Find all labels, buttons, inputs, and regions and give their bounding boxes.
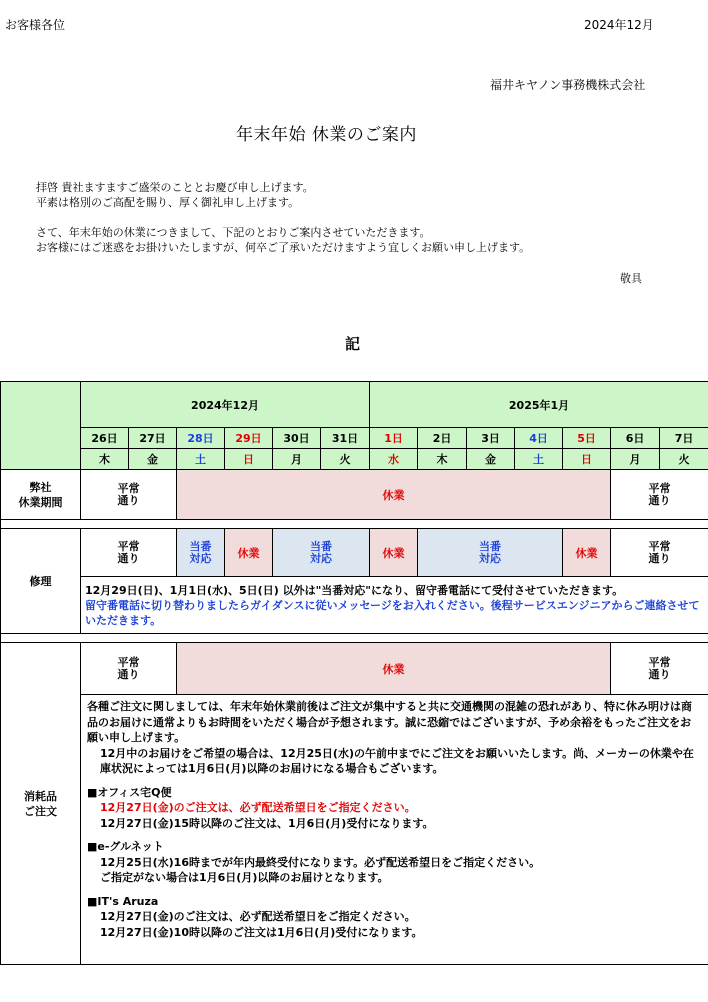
section-line: 12月27日(金)10時以降のご注文は1月6日(月)受付になります。 [100,925,423,939]
ki-heading: 記 [345,335,361,353]
date-cell: 7日 [660,428,708,449]
supplies-intro: 各種ご注文に関しましては、年末年始休業前後はご注文が集中すると共に交通機関の混雑の恐れがあり、特に休み明けは商品のお届けに通常よりもお時間をいただく場合が予想されます。誠に恐縮ではございますが、予め余裕をもったご注文をお願い申し上げます。 [87,700,692,744]
normal-label-2: 通り [648,551,671,565]
section-heading-takyu: ■オフィス宅Q便 [87,785,172,799]
schedule-table-wrapper [0,381,708,965]
month-row [1,382,708,428]
section-heading-aruza: ■IT's Aruza [87,894,159,908]
weekday-cell: 水 [370,449,418,470]
date-cell: 27日 [129,428,177,449]
supplies-schedule-row [1,643,708,695]
normal-label-1: 平常 [648,539,671,553]
weekday-row [1,449,708,470]
closed-cell: 休業 [177,643,611,695]
month-jan: 2025年1月 [370,382,708,428]
greeting-line-3: さて、年末年始の休業につきまして、下記のとおりご案内させていただきます。 [36,226,431,239]
normal-cell [611,470,708,520]
duty-label-2: 対応 [310,551,333,565]
date-row [1,428,708,449]
duty-label-1: 当番 [479,539,502,553]
normal-cell [611,643,708,695]
date-cell: 30日 [273,428,321,449]
normal-label-2: 通り [648,493,671,507]
normal-label-1: 平常 [117,539,140,553]
spacer-row [1,634,708,643]
normal-label-2: 通り [117,667,140,681]
closed-cell: 休業 [177,470,611,520]
repair-note-row [1,577,708,634]
date-cell: 1日 [370,428,418,449]
weekday-cell: 月 [273,449,321,470]
month-dec: 2024年12月 [81,382,370,428]
date-cell: 2日 [418,428,467,449]
weekday-cell: 土 [515,449,563,470]
office-closure-row [1,470,708,520]
normal-label-1: 平常 [648,655,671,669]
weekday-cell: 土 [177,449,225,470]
document-date: 2024年12月 [584,18,654,32]
spacer [1,634,708,643]
normal-cell [611,529,708,577]
repair-note-line-1: 12月29日(日)、1月1日(水)、5日(日) 以外は"当番対応"になり、留守番電話にて受付させていただきます。 [85,583,624,597]
normal-cell [81,470,177,520]
duty-label-2: 対応 [189,551,212,565]
date-cell: 31日 [321,428,370,449]
section-line: ご指定がない場合は1月6日(月)以降のお届けとなります。 [100,871,389,884]
date-cell: 29日 [225,428,273,449]
row-label-repair: 修理 [1,529,81,634]
duty-label-1: 当番 [189,539,212,553]
closed-cell: 休業 [563,529,611,577]
weekday-cell: 木 [418,449,467,470]
weekday-cell: 日 [225,449,273,470]
normal-label-2: 通り [648,667,671,681]
duty-cell [273,529,370,577]
section-heading-egurunet: ■e-グルネット [87,840,164,853]
section-line: 12月25日(水)16時までが年内最終受付になります。必ず配送希望日をご指定ください。 [100,855,541,869]
weekday-cell: 木 [81,449,129,470]
spacer-row [1,520,708,529]
spacer [1,520,708,529]
row-label-line: 休業期間 [18,495,63,509]
normal-label-1: 平常 [117,655,140,669]
date-cell: 26日 [81,428,129,449]
repair-schedule-row [1,529,708,577]
duty-cell [177,529,225,577]
corner-cell [1,382,81,470]
date-cell: 28日 [177,428,225,449]
weekday-cell: 日 [563,449,611,470]
schedule-table [0,381,708,965]
weekday-cell: 金 [129,449,177,470]
date-cell: 4日 [515,428,563,449]
greeting-line-1: 拝啓 貴社ますますご盛栄のこととお慶び申し上げます。 [36,181,314,194]
supplies-note [81,695,708,965]
repair-note-line-2: 留守番電話に切り替わりましたらガイダンスに従いメッセージをお入れください。後程サービスエンジニアからご連絡させていただきます。 [85,598,700,627]
row-label-line: ご注文 [24,804,57,818]
closing-keigu: 敬具 [620,272,642,285]
duty-cell [418,529,563,577]
supplies-note-row [1,695,708,965]
greeting-line-2: 平素は格別のご高配を賜り、厚く御礼申し上げます。 [36,196,300,209]
row-label-line: 弊社 [29,480,52,494]
weekday-cell: 金 [467,449,515,470]
date-cell: 5日 [563,428,611,449]
weekday-cell: 火 [660,449,708,470]
supplies-intro-2: 12月中のお届けをご希望の場合は、12月25日(水)の午前中までにご注文をお願いいたします。尚、メーカーの休業や在庫状況によっては1月6日(月)以降のお届けになる場合もございます。 [100,746,694,775]
date-cell: 3日 [467,428,515,449]
company-name: 福井キヤノン事務機株式会社 [490,78,646,92]
greeting-line-4: お客様にはご迷惑をお掛けいたしますが、何卒ご了承いただけますよう宜しくお願い申し上げます。 [36,241,531,254]
section-line: 12月27日(金)15時以降のご注文は、1月6日(月)受付になります。 [100,816,434,830]
date-cell: 6日 [611,428,660,449]
normal-label-1: 平常 [648,481,671,495]
page-title: 年末年始 休業のご案内 [236,125,417,145]
normal-cell [81,529,177,577]
row-label-line: 消耗品 [24,789,57,803]
row-label-office [1,470,81,520]
normal-label-2: 通り [117,551,140,565]
duty-label-2: 対応 [479,551,502,565]
row-label-supplies [1,643,81,965]
weekday-cell: 月 [611,449,660,470]
section-line: 12月27日(金)のご注文は、必ず配送希望日をご指定ください。 [100,801,416,814]
section-line: 12月27日(金)のご注文は、必ず配送希望日をご指定ください。 [100,910,416,923]
normal-cell [81,643,177,695]
normal-label-1: 平常 [117,481,140,495]
recipient: お客様各位 [5,18,66,32]
closed-cell: 休業 [370,529,418,577]
normal-label-2: 通り [117,493,140,507]
duty-label-1: 当番 [310,539,333,553]
closed-cell: 休業 [225,529,273,577]
weekday-cell: 火 [321,449,370,470]
repair-note [81,577,708,634]
